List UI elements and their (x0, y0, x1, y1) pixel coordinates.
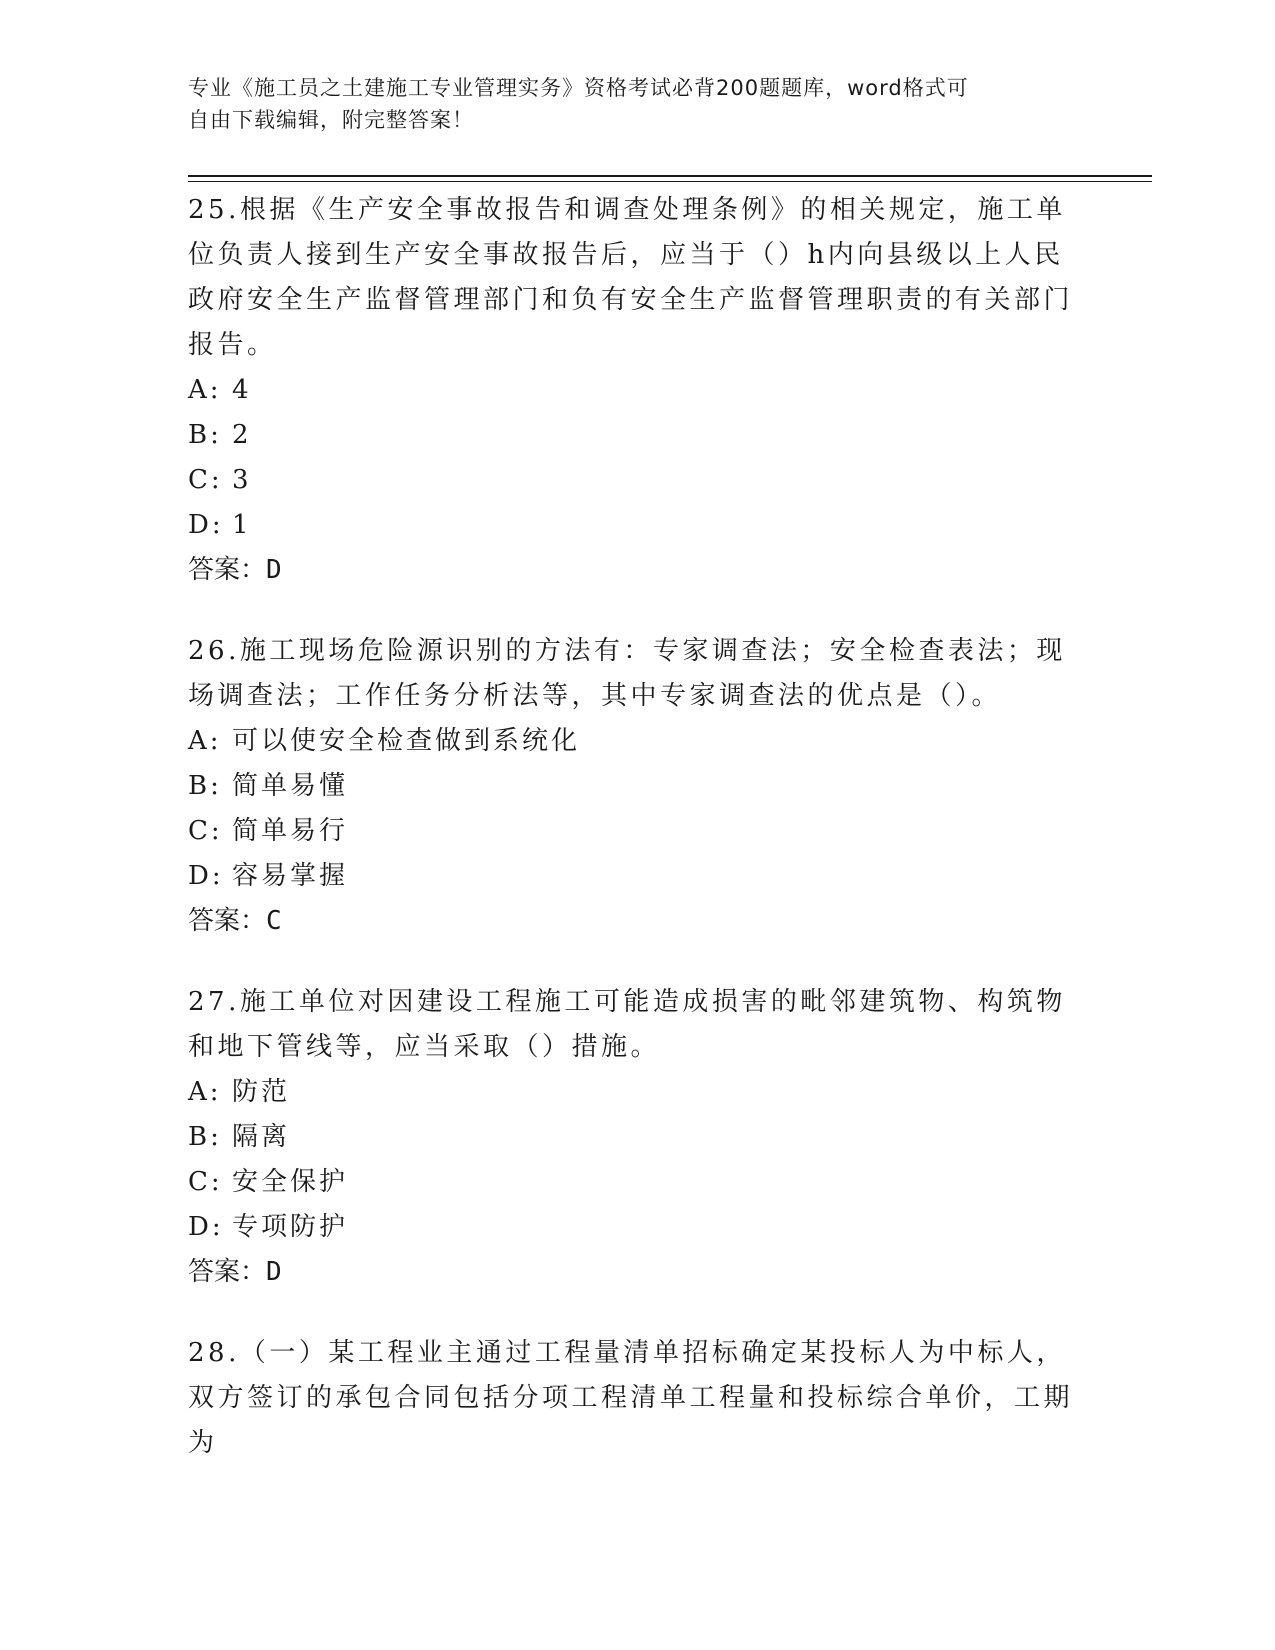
question-27 (188, 980, 1088, 1295)
option-text: 3 (232, 465, 252, 495)
header-divider-thick (188, 175, 1152, 177)
option-text: 简单易行 (232, 816, 349, 846)
option-letter: A: (188, 375, 222, 405)
option-a (188, 1070, 1088, 1115)
question-26 (188, 629, 1088, 944)
answer-line (188, 899, 1088, 944)
option-letter: D: (188, 510, 224, 540)
option-text: 简单易懂 (232, 771, 349, 801)
option-letter: A: (188, 726, 222, 756)
document-header (188, 72, 1068, 136)
option-letter: A: (188, 1077, 222, 1107)
option-d (188, 1205, 1088, 1250)
option-b (188, 413, 1088, 458)
option-letter: D: (188, 861, 224, 891)
option-text: 容易掌握 (232, 861, 349, 891)
answer-label: 答案： (188, 555, 267, 585)
answer-label: 答案： (188, 1257, 267, 1287)
answer-value: C (266, 906, 282, 936)
answer-label: 答案： (188, 906, 267, 936)
option-letter: B: (188, 771, 222, 801)
option-letter: B: (188, 1122, 222, 1152)
answer-line (188, 1250, 1088, 1295)
option-a (188, 719, 1088, 764)
option-text: 4 (232, 375, 252, 405)
question-25 (188, 188, 1088, 593)
option-b (188, 1115, 1088, 1160)
option-b (188, 764, 1088, 809)
answer-value: D (266, 1257, 282, 1287)
header-line-2: 自由下载编辑，附完整答案！ (188, 108, 474, 132)
header-divider-thin (188, 181, 1152, 182)
option-c (188, 809, 1088, 854)
option-text: 1 (232, 510, 252, 540)
question-stem: 28.（一）某工程业主通过工程量清单招标确定某投标人为中标人，双方签订的承包合同包括分项工程清单工程量和投标综合单价，工期为 (188, 1338, 1074, 1458)
option-letter: B: (188, 420, 222, 450)
option-text: 2 (232, 420, 252, 450)
answer-line (188, 548, 1088, 593)
option-text: 专项防护 (232, 1212, 349, 1242)
question-stem: 25.根据《生产安全事故报告和调查处理条例》的相关规定，施工单位负责人接到生产安全事故报告后，应当于（）h内向县级以上人民政府安全生产监督管理部门和负有安全生产监督管理职责的有关部门报告。 (188, 195, 1074, 360)
option-a (188, 368, 1088, 413)
header-line-1: 专业《施工员之土建施工专业管理实务》资格考试必背200题题库，word格式可 (188, 76, 969, 100)
option-letter: C: (188, 816, 223, 846)
option-letter: C: (188, 1167, 223, 1197)
option-c (188, 458, 1088, 503)
option-text: 防范 (232, 1077, 291, 1107)
option-text: 安全保护 (232, 1167, 349, 1197)
option-text: 隔离 (232, 1122, 291, 1152)
question-28 (188, 1331, 1088, 1466)
question-stem: 26.施工现场危险源识别的方法有：专家调查法；安全检查表法；现场调查法；工作任务分析法等，其中专家调查法的优点是（）。 (188, 636, 1066, 711)
answer-value: D (266, 555, 282, 585)
option-letter: C: (188, 465, 223, 495)
option-d (188, 854, 1088, 899)
option-letter: D: (188, 1212, 224, 1242)
question-stem: 27.施工单位对因建设工程施工可能造成损害的毗邻建筑物、构筑物和地下管线等，应当采取（）措施。 (188, 987, 1066, 1062)
option-d (188, 503, 1088, 548)
option-text: 可以使安全检查做到系统化 (232, 726, 581, 756)
question-list (188, 188, 1088, 1502)
option-c (188, 1160, 1088, 1205)
